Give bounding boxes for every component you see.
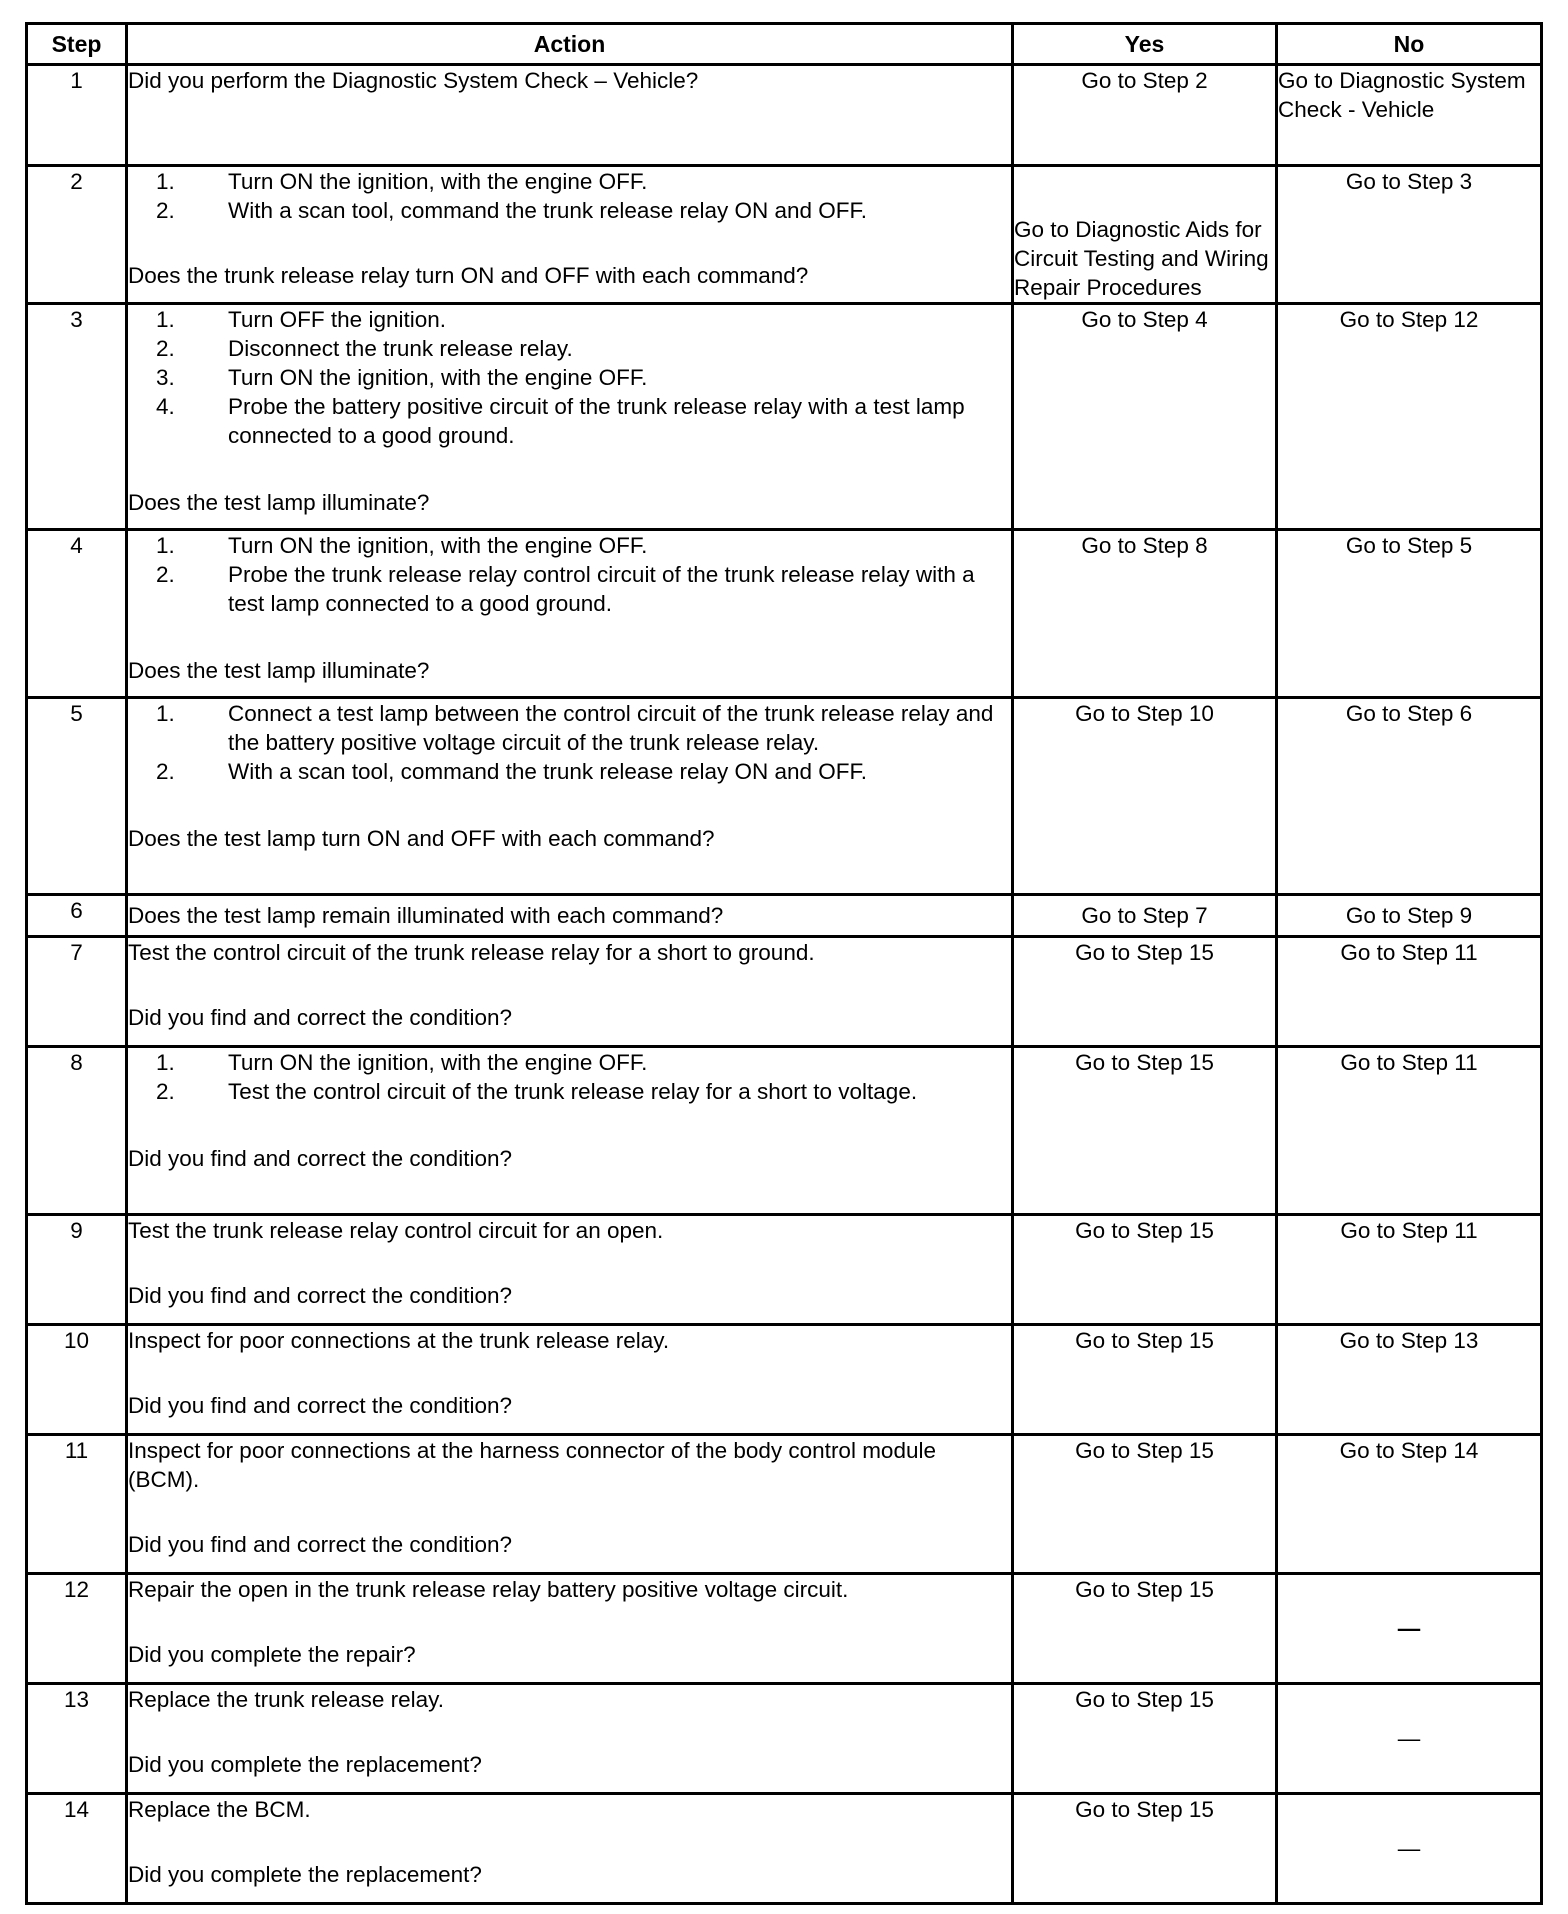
yes-cell: Go to Diagnostic Aids for Circuit Testing and Wiring Repair Procedures — [1013, 166, 1277, 304]
spacer — [128, 1714, 1011, 1750]
no-cell: Go to Step 11 — [1277, 1215, 1542, 1325]
yes-cell: Go to Step 15 — [1013, 1794, 1277, 1904]
no-cell: Go to Step 13 — [1277, 1325, 1542, 1435]
spacer — [128, 450, 1011, 488]
action-cell — [127, 530, 1013, 698]
step-number: 10 — [27, 1325, 127, 1435]
header-action: Action — [127, 24, 1013, 65]
spacer — [128, 1604, 1011, 1640]
spacer — [128, 225, 1011, 261]
no-cell: Go to Step 6 — [1277, 698, 1542, 895]
table-row — [27, 1435, 1542, 1574]
step-number: 9 — [27, 1215, 127, 1325]
action-question: Does the test lamp illuminate? — [128, 490, 430, 515]
procedure-item: Connect a test lamp between the control circuit of the trunk release relay and the battery positive voltage circuit of the trunk release relay. — [228, 701, 994, 755]
action-question: Did you find and correct the condition? — [128, 1393, 512, 1418]
procedure-item: Turn ON the ignition, with the engine OFF. — [228, 365, 648, 390]
spacer — [128, 618, 1011, 656]
header-yes: Yes — [1013, 24, 1277, 65]
action-question: Did you complete the repair? — [128, 1642, 416, 1667]
yes-cell: Go to Step 15 — [1013, 1047, 1277, 1215]
procedure-item: Test the control circuit of the trunk release relay for a short to voltage. — [228, 1079, 918, 1104]
table-row — [27, 937, 1542, 1047]
procedure-list — [128, 699, 1011, 786]
action-text: Test the control circuit of the trunk release relay for a short to ground. — [128, 940, 815, 965]
action-cell — [127, 1435, 1013, 1574]
step-number: 13 — [27, 1684, 127, 1794]
step-number: 2 — [27, 166, 127, 304]
spacer — [128, 786, 1011, 824]
yes-cell: Go to Step 4 — [1013, 304, 1277, 530]
table-row — [27, 1684, 1542, 1794]
no-cell: Go to Step 12 — [1277, 304, 1542, 530]
no-cell: Go to Step 3 — [1277, 166, 1542, 304]
action-cell — [127, 1794, 1013, 1904]
yes-cell: Go to Step 2 — [1013, 65, 1277, 166]
action-question: Does the test lamp turn ON and OFF with each command? — [128, 826, 715, 851]
table-row — [27, 65, 1542, 166]
no-cell: — — [1277, 1684, 1542, 1794]
action-cell — [127, 1684, 1013, 1794]
yes-cell: Go to Step 15 — [1013, 937, 1277, 1047]
yes-cell: Go to Step 15 — [1013, 1325, 1277, 1435]
table-row — [27, 1047, 1542, 1215]
table-row — [27, 166, 1542, 304]
action-text: Replace the BCM. — [128, 1797, 311, 1822]
action-question: Did you find and correct the condition? — [128, 1005, 512, 1030]
yes-cell: Go to Step 8 — [1013, 530, 1277, 698]
procedure-list — [128, 167, 1011, 225]
action-question: Did you find and correct the condition? — [128, 1146, 512, 1171]
no-cell: Go to Step 9 — [1277, 895, 1542, 937]
procedure-item: Probe the battery positive circuit of the trunk release relay with a test lamp connected to a good ground. — [228, 394, 965, 448]
header-no: No — [1277, 24, 1542, 65]
action-cell — [127, 937, 1013, 1047]
spacer — [128, 967, 1011, 1003]
action-text: Test the trunk release relay control circuit for an open. — [128, 1218, 664, 1243]
action-question: Did you complete the replacement? — [128, 1752, 482, 1777]
step-number: 14 — [27, 1794, 127, 1904]
procedure-list — [128, 531, 1011, 618]
step-number: 7 — [27, 937, 127, 1047]
action-question: Did you find and correct the condition? — [128, 1532, 512, 1557]
header-step: Step — [27, 24, 127, 65]
procedure-item: Turn ON the ignition, with the engine OFF. — [228, 169, 648, 194]
procedure-item: With a scan tool, command the trunk release relay ON and OFF. — [228, 759, 868, 784]
no-cell: Go to Step 14 — [1277, 1435, 1542, 1574]
step-number: 8 — [27, 1047, 127, 1215]
step-number: 12 — [27, 1574, 127, 1684]
spacer — [128, 1245, 1011, 1281]
action-text: Did you perform the Diagnostic System Check – Vehicle? — [128, 68, 699, 93]
action-cell — [127, 304, 1013, 530]
diagnostic-table — [25, 22, 1543, 1905]
action-cell — [127, 1047, 1013, 1215]
action-text: Inspect for poor connections at the trunk release relay. — [128, 1328, 670, 1353]
procedure-list — [128, 1048, 1011, 1106]
action-cell — [127, 895, 1013, 937]
spacer — [128, 1494, 1011, 1530]
yes-cell: Go to Step 15 — [1013, 1215, 1277, 1325]
action-question: Does the trunk release relay turn ON and OFF with each command? — [128, 263, 809, 288]
table-row — [27, 698, 1542, 895]
table-row — [27, 895, 1542, 937]
no-cell: Go to Step 11 — [1277, 1047, 1542, 1215]
spacer — [128, 1355, 1011, 1391]
yes-cell: Go to Step 15 — [1013, 1684, 1277, 1794]
procedure-item: Probe the trunk release relay control circuit of the trunk release relay with a test lamp connected to a good ground. — [228, 562, 975, 616]
yes-cell: Go to Step 7 — [1013, 895, 1277, 937]
action-text: Replace the trunk release relay. — [128, 1687, 444, 1712]
action-cell — [127, 1574, 1013, 1684]
procedure-item: Turn ON the ignition, with the engine OFF. — [228, 1050, 648, 1075]
yes-cell: Go to Step 15 — [1013, 1574, 1277, 1684]
action-cell — [127, 166, 1013, 304]
header-row — [27, 24, 1542, 65]
action-text: Inspect for poor connections at the harness connector of the body control module (BCM). — [128, 1438, 936, 1492]
procedure-list — [128, 305, 1011, 450]
spacer — [128, 1106, 1011, 1144]
action-cell — [127, 1325, 1013, 1435]
yes-cell: Go to Step 15 — [1013, 1435, 1277, 1574]
table-row — [27, 1215, 1542, 1325]
table-row — [27, 1574, 1542, 1684]
action-question: Did you complete the replacement? — [128, 1862, 482, 1887]
action-cell — [127, 65, 1013, 166]
step-number: 4 — [27, 530, 127, 698]
table-row — [27, 1325, 1542, 1435]
step-number: 6 — [27, 895, 127, 937]
no-cell: — — [1277, 1574, 1542, 1684]
table-row — [27, 304, 1542, 530]
step-number: 11 — [27, 1435, 127, 1574]
action-text: Repair the open in the trunk release relay battery positive voltage circuit. — [128, 1577, 849, 1602]
action-cell — [127, 1215, 1013, 1325]
action-question: Did you find and correct the condition? — [128, 1283, 512, 1308]
table-row — [27, 1794, 1542, 1904]
procedure-item: Disconnect the trunk release relay. — [228, 336, 573, 361]
no-cell: Go to Step 5 — [1277, 530, 1542, 698]
no-cell: — — [1277, 1794, 1542, 1904]
step-number: 1 — [27, 65, 127, 166]
step-number: 3 — [27, 304, 127, 530]
no-cell: Go to Diagnostic System Check - Vehicle — [1277, 65, 1542, 166]
yes-cell: Go to Step 10 — [1013, 698, 1277, 895]
step-number: 5 — [27, 698, 127, 895]
procedure-item: Turn ON the ignition, with the engine OFF. — [228, 533, 648, 558]
no-cell: Go to Step 11 — [1277, 937, 1542, 1047]
table-row — [27, 530, 1542, 698]
action-cell — [127, 698, 1013, 895]
procedure-item: Turn OFF the ignition. — [228, 307, 447, 332]
procedure-item: With a scan tool, command the trunk release relay ON and OFF. — [228, 198, 868, 223]
spacer — [128, 1824, 1011, 1860]
action-text: Does the test lamp remain illuminated with each command? — [128, 903, 724, 928]
action-question: Does the test lamp illuminate? — [128, 658, 430, 683]
